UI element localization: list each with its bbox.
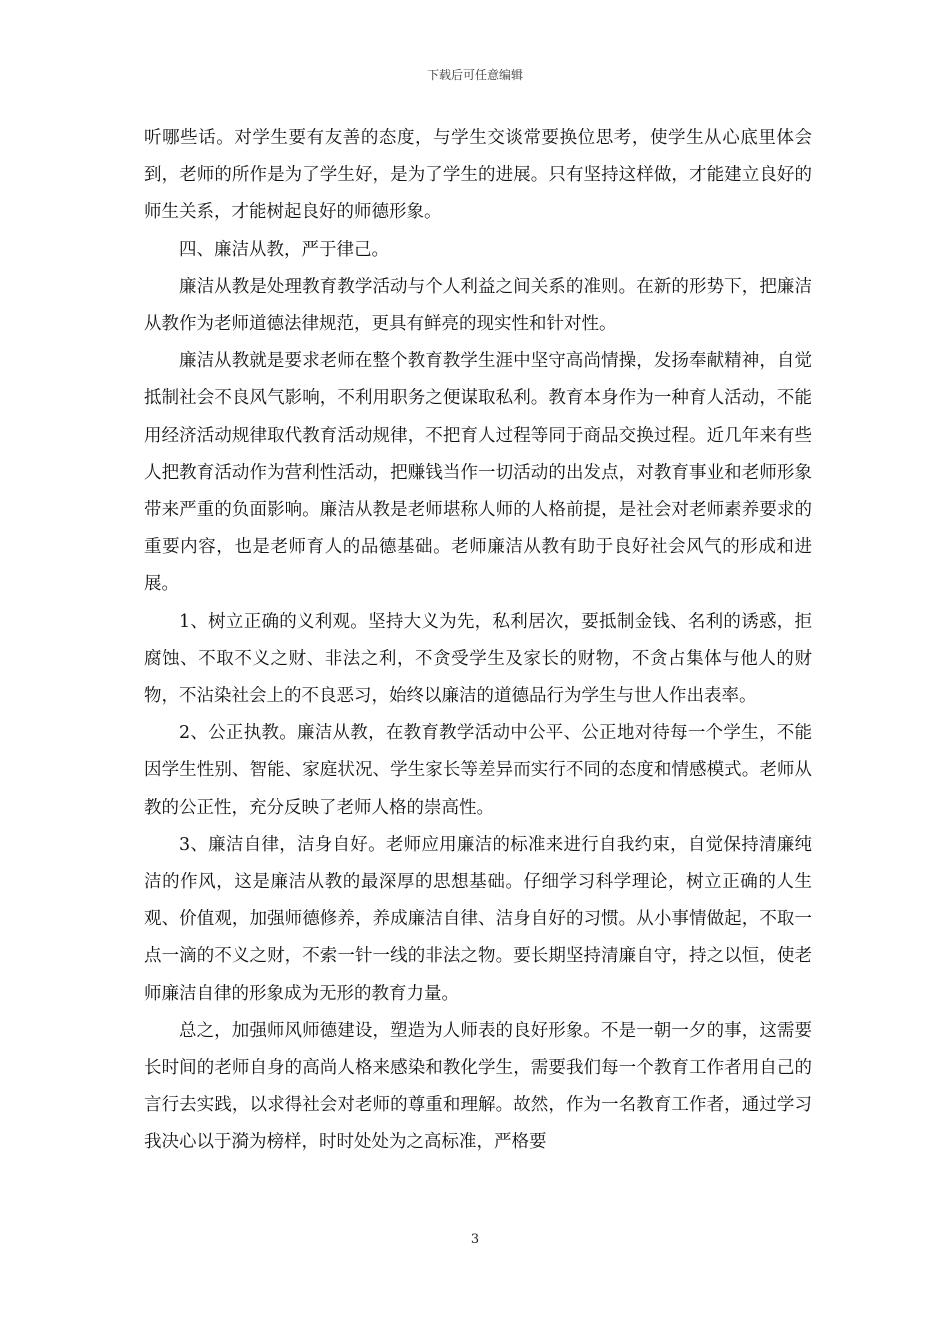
paragraph-conclusion: 总之，加强师风师德建设，塑造为人师表的良好形象。不是一朝一夕的事，这需要长时间的老师自身的高尚人格来感染和教化学生，需要我们每一个教育工作者用自己的言行去实践，以求得社会对老师的尊重和理解。故然，作为一名教育工作者，通过学习我决心以于漪为榜样，时时处处为之高标准，严格要 — [144, 1020, 812, 1153]
paragraph-continuation: 听哪些话。对学生要有友善的态度，与学生交谈常要换位思考，使学生从心底里体会到，老师的所作是为了学生好，是为了学生的进展。只有坚持这样做，才能建立良好的师生关系，才能树起良好的师德形象。 — [144, 128, 812, 223]
section-heading-four: 四、廉洁从教，严于律己。 — [179, 239, 389, 260]
page-number: 3 — [470, 1232, 480, 1247]
page-header-note: 下载后可任意编辑 — [426, 68, 523, 82]
list-item-1: 1、树立正确的义利观。坚持大义为先，私利居次，要抵制金钱、名利的诱惑，拒腐蚀、不取不义之财、非法之利，不贪受学生及家长的财物，不贪占集体与他人的财物，不沾染社会上的不良恶习，始终以廉洁的道德品行为学生与世人作出表率。 — [144, 611, 812, 707]
document-body — [144, 120, 812, 1162]
paragraph: 廉洁从教是处理教育教学活动与个人利益之间关系的准则。在新的形势下，把廉洁从教作为老师道德法律规范，更具有鲜亮的现实性和针对性。 — [144, 276, 812, 335]
paragraph: 廉洁从教就是要求老师在整个教育教学生涯中坚守高尚情操，发扬奉献精神，自觉抵制社会不良风气影响，不利用职务之便谋取私利。教育本身作为一种育人活动，不能用经济活动规律取代教育活动规律，不把育人过程等同于商品交换过程。近几年来有些人把教育活动作为营利性活动，把赚钱当作一切活动的出发点，对教育事业和老师形象带来严重的负面影响。廉洁从教是老师堪称人师的人格前提，是社会对老师素养要求的重要内容，也是老师育人的品德基础。老师廉洁从教有助于良好社会风气的形成和进展。 — [144, 351, 812, 595]
list-item-2: 2、公正执教。廉洁从教，在教育教学活动中公平、公正地对待每一个学生，不能因学生性别、智能、家庭状况、学生家长等差异而实行不同的态度和情感模式。老师从教的公正性，充分反映了老师人格的崇高性。 — [144, 723, 812, 818]
list-item-3: 3、廉洁自律，洁身自好。老师应用廉洁的标准来进行自我约束，自觉保持清廉纯洁的作风，这是廉洁从教的最深厚的思想基础。仔细学习科学理论，树立正确的人生观、价值观，加强师德修养，养成廉洁自律、洁身自好的习惯。从小事情做起，不取一点一滴的不义之财，不索一针一线的非法之物。要长期坚持清廉自守，持之以恒，使老师廉洁自律的形象成为无形的教育力量。 — [144, 834, 812, 1004]
